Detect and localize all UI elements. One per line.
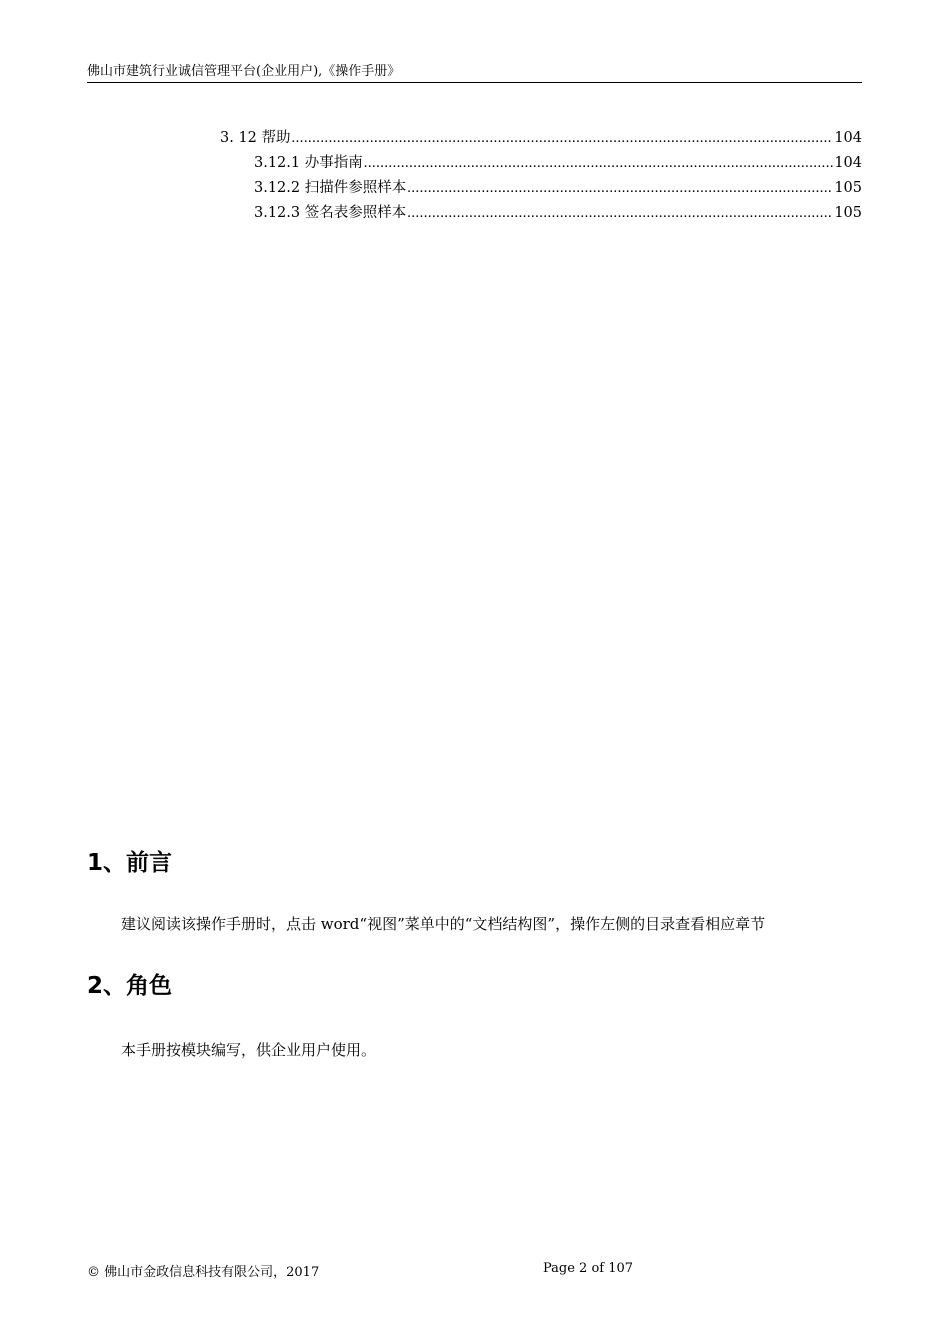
toc-entry-page: 105: [834, 205, 862, 221]
header-title: 佛山市建筑行业诚信管理平台(企业用户),《操作手册》: [87, 64, 401, 79]
toc-entry-label: 3.12.2 扫描件参照样本: [254, 180, 407, 196]
toc-entry-label: 3.12.1 办事指南: [254, 155, 363, 171]
toc-leader-dots: [407, 177, 833, 199]
toc-leader-dots: [292, 127, 834, 149]
footer-copyright: © 佛山市金政信息科技有限公司，2017: [87, 1265, 320, 1280]
toc-entry[interactable]: [254, 152, 862, 174]
toc-entry-page: 104: [834, 155, 862, 171]
section-heading-roles: 2、角色: [87, 973, 173, 999]
toc-entry[interactable]: [254, 202, 862, 224]
toc-leader-dots: [364, 152, 834, 174]
toc-entry-label: 3.12.3 签名表参照样本: [254, 205, 407, 221]
section-body-preface: 建议阅读该操作手册时，点击 word“视图”菜单中的“文档结构图”，操作左侧的目录查看相应章节: [121, 915, 766, 933]
toc-entry-page: 105: [834, 180, 862, 196]
toc-leader-dots: [407, 202, 833, 224]
toc-entry-page: 104: [834, 130, 862, 146]
section-heading-preface: 1、前言: [87, 850, 173, 876]
section-body-roles: 本手册按模块编写，供企业用户使用。: [121, 1041, 377, 1059]
toc-entry[interactable]: [254, 177, 862, 199]
toc-entry[interactable]: [220, 127, 862, 149]
page-header: [87, 64, 862, 83]
toc-entry-label: 3. 12 帮助: [220, 130, 291, 146]
footer-page-number: Page 2 of 107: [543, 1261, 634, 1276]
